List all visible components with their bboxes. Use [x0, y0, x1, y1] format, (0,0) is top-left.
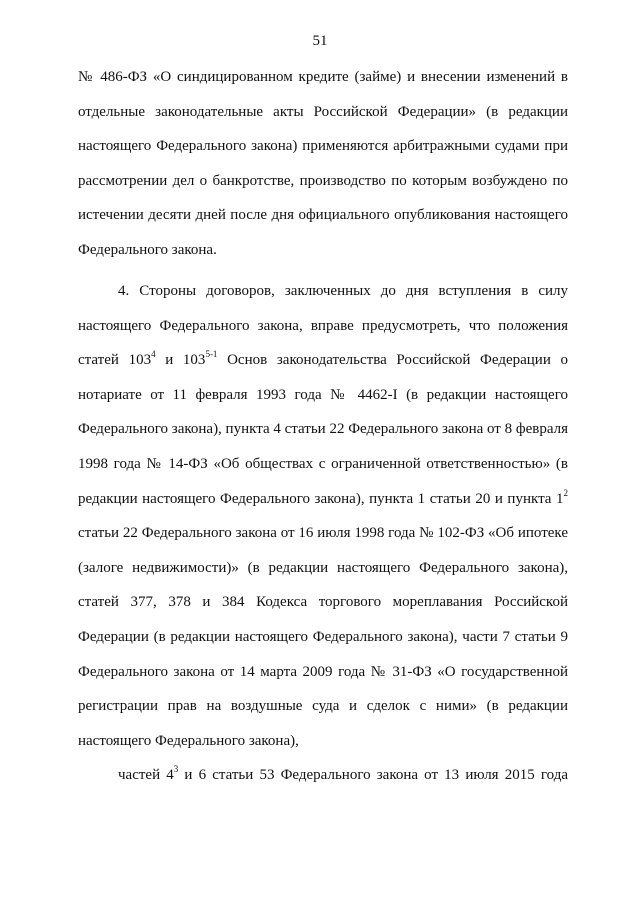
- paragraph-text: и 6 статьи 53 Федерального закона от 13 июля 2015 года: [178, 767, 568, 784]
- paragraph-continuation: № 486-ФЗ «О синдицированном кредите (займе) и внесении изменений в отдельные законодательные акты Российской Федерации» (в редакции настоящего Федерального закона) применяются арбитражными судами при рассмотрении дел о банкротстве, производство по которым возбуждено по истечении десяти дней после дня официального опубликования настоящего Федерального закона.: [78, 69, 568, 258]
- paragraph-item-4: [78, 274, 568, 793]
- paragraph-text: Основ законодательства Российской Федерации о нотариате от 11 февраля 1993 года № 4462-I (в редакции настоящего Федерального закона), пункта 4 статьи 22 Федерального закона от 8 февраля 1998 года № 14-ФЗ «Об обществах с ограниченной ответственностью» (в редакции настоящего Федерального закона), пункта 1 статьи 20 и пункта 1: [78, 352, 569, 507]
- paragraph-text: и 103: [155, 352, 206, 369]
- superscript: 5-1: [205, 349, 218, 360]
- last-line: [78, 758, 568, 793]
- paragraph-text: статьи 22 Федерального закона от 16 июля 1998 года № 102-ФЗ «Об ипотеке (залоге недвижимости)» (в редакции настоящего Федерального закона), статей 377, 378 и 384 Кодекса торгового мореплавания Российской Федерации (в редакции настоящего Федерального закона), части 7 статьи 9 Федерального закона от 14 марта 2009 года № 31-ФЗ «О государственной регистрации прав на воздушные суда и сделок с ними» (в редакции настоящего Федерального закона),: [78, 525, 568, 749]
- superscript: 4: [151, 349, 156, 360]
- superscript: 3: [173, 764, 179, 775]
- paragraph-text: 4. Стороны договоров, заключенных до дня вступления в силу настоящего Федерального закона, вправе предусмотреть, что положения статей 103: [78, 283, 568, 369]
- superscript: 2: [563, 487, 568, 498]
- paragraph-text: частей 4: [118, 767, 174, 784]
- page-number: 51: [312, 33, 328, 49]
